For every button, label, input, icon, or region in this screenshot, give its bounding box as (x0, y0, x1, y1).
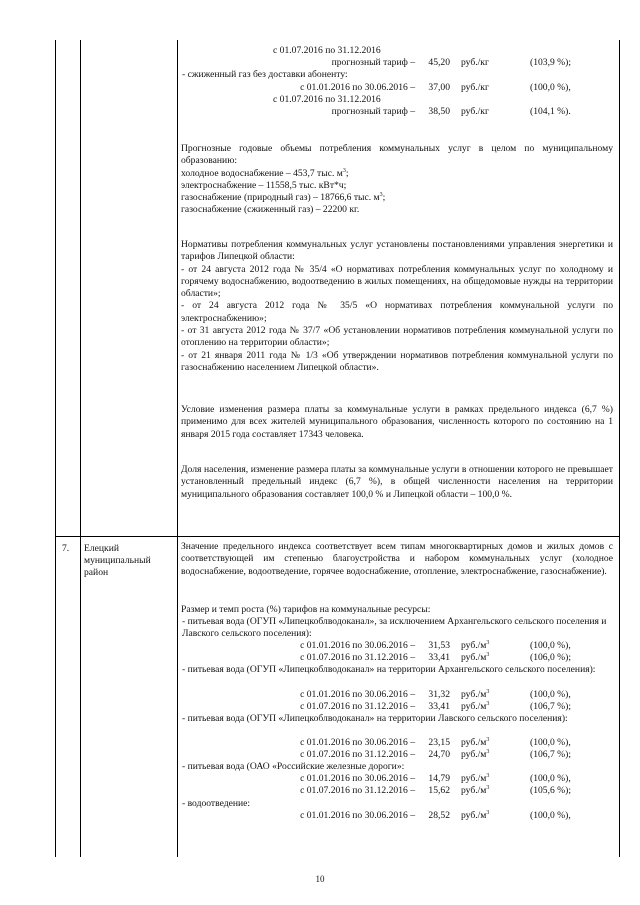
tariff-row (0, 810, 640, 822)
tariff-unit: $руб./м^3$ (461, 737, 490, 748)
tariff-percent: (100,0 %), (530, 737, 571, 748)
tariff-percent: (100,0 %), (530, 640, 571, 652)
tariff-percent: (100,0 %), (530, 773, 571, 785)
unit-superscript: 3 (486, 640, 490, 647)
tariff-period: с 01.07.2016 по 31.12.2016 (273, 93, 381, 105)
tariff-item (0, 664, 640, 676)
tariff-unit: $руб./м^3$ (461, 652, 490, 664)
tariff-value: 23,15 (428, 737, 450, 748)
tariff-unit: руб./кг (461, 106, 489, 117)
unit-superscript: 3 (486, 773, 490, 780)
tariff-percent: (104,1 %). (530, 106, 571, 117)
table-left-border (55, 40, 56, 857)
tariff-label: прогнозный тариф – (331, 106, 415, 117)
tariff-percent: (106,7 %); (530, 700, 572, 712)
tariffs-heading (181, 604, 613, 616)
unit-superscript: 3 (486, 652, 490, 659)
district-name: Елецкий муниципальный район (84, 543, 151, 578)
tariff-item-label: - питьевая вода (ОГУП «Липецкоблводоканал» на территории Лавского сельского поселения): (182, 712, 568, 724)
tariff-value: 24,70 (428, 749, 450, 761)
condition-paragraph (181, 404, 613, 441)
volume-electricity: электроснабжение – 11558,5 тыс. кВт*ч; (181, 179, 347, 191)
tariff-row (0, 773, 640, 785)
volumes-block (181, 143, 613, 217)
tariff-percent: (105,6 %); (530, 785, 572, 797)
unit-superscript: 3 (342, 167, 346, 174)
unit-superscript: 3 (486, 785, 490, 792)
tariff-row (0, 640, 640, 652)
tariff-unit: $руб./м^3$ (461, 688, 490, 700)
row-separator (55, 536, 620, 537)
tariff-row (0, 785, 640, 797)
tariff-label: прогнозный тариф – (331, 57, 415, 69)
tariff-label: с 01.01.2016 по 30.06.2016 – (300, 688, 415, 700)
tariff-value: 31,32 (428, 688, 450, 700)
tariff-value: 15,62 (428, 785, 450, 797)
unit-superscript: 3 (379, 192, 383, 199)
tariff-unit: $руб./м^3$ (461, 785, 490, 797)
norms-paragraph-line: - от 24 августа 2012 года № 35/4 «О нормативах потребления коммунальных услуг по холодному и горячему водоснабжению, водоотведению в жилых помещениях, на общедомовые нужды на территории области»; (181, 263, 613, 300)
norms-paragraph-line: Нормативы потребления коммунальных услуг установлены постановлениями управления энергетики и тарифов Липецкой области: (181, 239, 613, 263)
tariff-label: с 01.07.2016 по 31.12.2016 – (300, 652, 415, 664)
tariff-percent: (106,0 %); (530, 652, 572, 664)
unit-superscript: 3 (486, 700, 490, 707)
page-number: 10 (315, 874, 325, 884)
tariff-row (0, 749, 640, 761)
tariff-unit: $руб./м^3$ (461, 700, 490, 712)
tariff-unit: $руб./м^3$ (461, 749, 490, 761)
tariff-item-label: - сжиженный газ без доставки абоненту: (182, 69, 348, 81)
tariff-value: 37,00 (428, 81, 450, 93)
share-paragraph-line: Доля населения, изменение размера платы за коммунальные услуги в отношении которого не превышает установленный предельный индекс (6,7 %), в общей численности населения на территории муниципального образования составляет 100,0 % и Липецкой области – 100,0 %. (181, 464, 613, 500)
index-paragraph-line: Значение предельного индекса соответствует всем типам многоквартирных домов и жилых домов с соответствующей им степенью благоустройства и набором коммунальных услуг (холодное водоснабжение, водоотведение, горячее водоснабжение, отопление, электроснабжение, газоснабжение). (181, 541, 613, 577)
tariff-item (0, 616, 640, 640)
tariff-item-label: - питьевая вода (ОГУП «Липецкоблводоканал», за исключением Архангельского сельского поселения и Лавского сельского поселения): (182, 616, 607, 640)
tariff-unit: $руб./м^3$ (461, 809, 490, 821)
tariff-label: с 01.01.2016 по 30.06.2016 – (300, 81, 415, 93)
tariff-item (0, 69, 640, 81)
tariff-item-label: - питьевая вода (ОГУП «Липецкоблводоканал» на территории Архангельского сельского поселения): (182, 664, 596, 676)
unit-superscript: 3 (486, 688, 490, 695)
table-right-border (619, 40, 620, 857)
tariff-value: 14,79 (428, 773, 450, 785)
volume-gas-natural: газоснабжение (природный газ) – 18766,6 тыс. $м^3$; (181, 192, 386, 204)
tariff-value: 45,20 (428, 57, 450, 69)
table-col-divider-2 (177, 40, 178, 857)
tariff-row (0, 57, 640, 69)
volume-cold-water: холодное водоснабжение – 453,7 тыс. $м^3$; (181, 167, 349, 179)
tariffs-heading-line: Размер и темп роста (%) тарифов на коммунальные ресурсы: (181, 604, 431, 615)
tariff-item-label: - водоотведение: (182, 797, 251, 809)
tariff-unit: руб./кг (461, 57, 489, 69)
tariff-label: с 01.01.2016 по 30.06.2016 – (300, 640, 415, 652)
tariff-unit: $руб./м^3$ (461, 773, 490, 785)
tariff-value: 38,50 (428, 106, 450, 117)
tariff-label: с 01.07.2016 по 31.12.2016 – (300, 749, 415, 761)
norms-paragraph-line: - от 31 августа 2012 года № 37/7 «Об установлении нормативов потребления коммунальной услуги по отоплению на территории области»; (181, 325, 613, 349)
tariff-percent: (103,9 %); (530, 57, 572, 69)
unit-superscript: 3 (486, 737, 490, 743)
norms-paragraph-line: - от 24 августа 2012 года № 35/5 «О нормативах потребления коммунальной услуги по электроснабжению»; (181, 300, 613, 324)
tariff-row (0, 106, 640, 118)
tariff-row (0, 652, 640, 664)
tariff-percent: (100,0 %), (530, 688, 571, 700)
tariff-label: с 01.01.2016 по 30.06.2016 – (300, 737, 415, 748)
volume-gas-liquefied: газоснабжение (сжиженный газ) – 22200 кг. (181, 204, 360, 216)
tariff-value: 31,53 (428, 640, 450, 652)
tariff-item (0, 798, 640, 810)
tariff-percent: (106,7 %); (530, 749, 572, 761)
tariff-row (0, 689, 640, 701)
tariff-value: 33,41 (428, 652, 450, 664)
norms-paragraph-line: - от 21 января 2011 года № 1/3 «Об утверждении нормативов потребления коммунальной услуги по газоснабжению населением Липецкой области». (181, 349, 613, 373)
tariff-unit: $руб./м^3$ (461, 640, 490, 652)
unit-superscript: 3 (486, 749, 490, 756)
tariff-label: с 01.07.2016 по 31.12.2016 – (300, 700, 415, 712)
norms-paragraph (181, 239, 613, 374)
tariff-item (0, 713, 640, 725)
tariff-period: с 01.07.2016 по 31.12.2016 (273, 45, 381, 56)
tariff-label: с 01.07.2016 по 31.12.2016 – (300, 785, 415, 797)
tariff-percent: (100,0 %), (530, 809, 571, 821)
share-paragraph (181, 464, 613, 501)
tariff-percent: (100,0 %), (530, 81, 571, 93)
tariff-value: 28,52 (428, 809, 450, 821)
table-col-divider-1 (80, 40, 81, 857)
tariff-row (0, 701, 640, 713)
tariff-value: 33,41 (428, 700, 450, 712)
tariff-unit: руб./кг (461, 81, 489, 93)
tariff-row (0, 737, 640, 749)
volumes-intro: Прогнозные годовые объемы потребления коммунальных услуг в целом по муниципальному образованию: (181, 143, 613, 167)
tariff-row (0, 94, 640, 106)
condition-paragraph-line: Условие изменения размера платы за коммунальные услуги в рамках предельного индекса (6,7 %) применимо для всех жителей муниципального образования, численность которого по состоянию на 1 января 2015 года составляет 17343 человека. (181, 404, 613, 440)
index-paragraph (181, 541, 613, 578)
tariff-row (0, 82, 640, 94)
tariff-item-label: - питьевая вода (ОАО «Российские железные дороги»: (182, 761, 405, 773)
tariff-label: с 01.01.2016 по 30.06.2016 – (300, 809, 415, 821)
unit-superscript: 3 (486, 809, 490, 816)
row-number: 7. (62, 543, 70, 554)
tariff-row (0, 45, 640, 57)
tariff-label: с 01.01.2016 по 30.06.2016 – (300, 773, 415, 785)
tariff-item (0, 761, 640, 773)
